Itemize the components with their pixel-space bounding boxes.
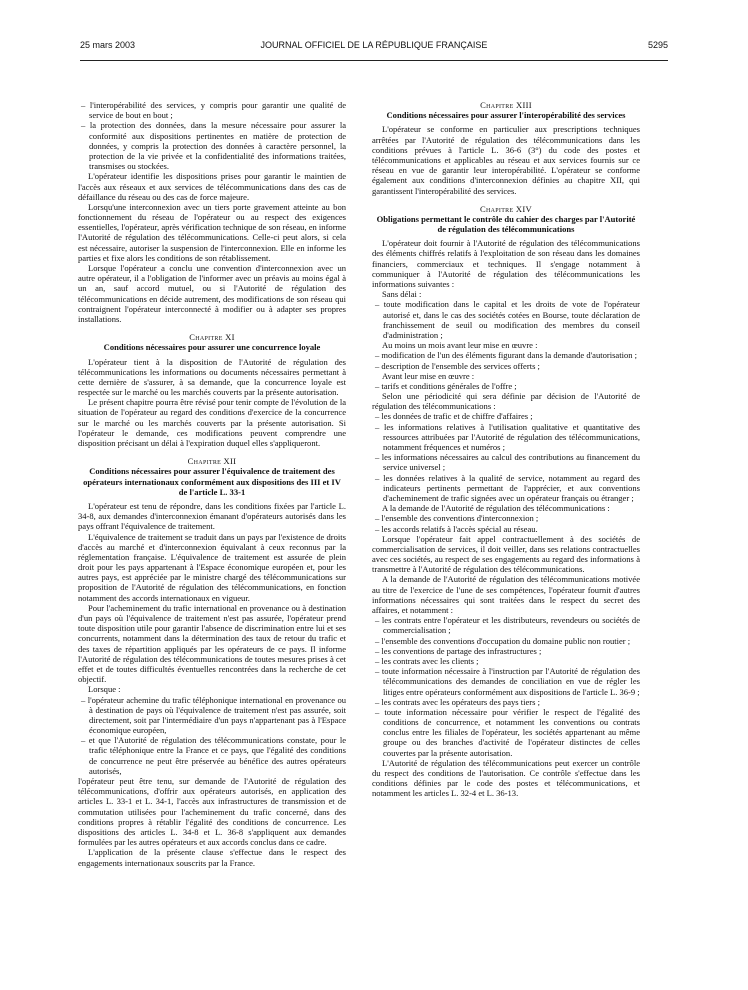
list-item: – modification de l'un des éléments figurant dans la demande d'autorisation ; (375, 350, 638, 361)
paragraph: A la demande de l'Autorité de régulation des télécommunications : (382, 503, 610, 514)
paragraph: Au moins un mois avant leur mise en œuvre : (382, 340, 538, 351)
paragraph: L'opérateur identifie les dispositions prises pour garantir le maintien de l'accès aux réseaux et aux services de télécommunications dans des cas de défaillance du réseau ou des cas de force majeure. (78, 171, 346, 202)
right-column (372, 100, 640, 799)
list-item: – l'opérateur achemine du trafic téléphonique international en provenance ou à destination de pays où l'équivalence de traitement n'est pas assurée, soit directement, soit par l'intermédiaire d'un pays n'appartenant pas à l'Espace économique européen, (81, 694, 346, 736)
list-item: – les informations relatives à l'utilisation qualitative et quantitative des ressources attribuées par l'Autorité de régulation des télécommunications, notamment fréquences et numéros ; (375, 421, 640, 452)
paragraph: Lorsqu'une interconnexion avec un tiers porte gravement atteinte au bon fonctionnement du réseau de l'opérateur ou au respect des exigences essentielles, l'opérateur, après vérification technique de son réseau, en informe l'Autorité de régulation des télécommunications. Celle-ci peut alors, si cela est nécessaire, autoriser la suspension de l'interconnexion. Elle en informe les parties et fixe alors les conditions de son rétablissement. (78, 201, 346, 263)
list-item: – l'ensemble des conventions d'interconnexion ; (375, 513, 539, 524)
paragraph: Lorsque l'opérateur a conclu une convention d'interconnexion avec un autre opérateur, il a l'obligation de l'informer avec un préavis au moins égal à un an, sauf accord mutuel, ou si l'Autorité de régulation des télécommunications en décide autrement, des modifications de son réseau qui contraignent l'opérateur interconnecté à modifier ou à adapter ses propres installations. (78, 263, 346, 324)
list-item: – les contrats avec les opérateurs des pays tiers ; (375, 696, 540, 707)
chapter-title: Conditions nécessaires pour assurer une concurrence loyale (103, 342, 321, 353)
chapter-title: Conditions nécessaires pour assurer l'interopérabilité des services (386, 110, 626, 121)
paragraph: Lorsque : (88, 684, 121, 695)
paragraph: Le présent chapitre pourra être révisé pour tenir compte de l'évolution de la situation de l'opérateur au regard des conditions d'exercice de la concurrence sur le marché ou les marchés couverts par la présente autorisation. Si l'opérateur le demande, ces modifications peuvent comprendre une disposition précisant un délai à l'expiration duquel elles s'appliqueront. (78, 397, 346, 448)
list-item: – les contrats avec les clients ; (375, 655, 479, 666)
list-item: – les accords relatifs à l'accès spécial au réseau. (375, 523, 538, 534)
page-number: 5295 (647, 40, 668, 50)
paragraph: Lorsque l'opérateur fait appel contractuellement à des sociétés de commercialisation de services, il doit veiller, dans ses relations contractuelles avec ces sociétés, au respect de ses engagements au regard des informations à transmettre à l'Autorité de régulation des télécommunications. (372, 533, 640, 575)
left-column (78, 100, 346, 868)
paragraph: L'Autorité de régulation des télécommunications peut exercer un contrôle du respect des conditions de l'autorisation. Ce contrôle s'effectue dans les conditions définies par le code des postes et télécommunications, et notamment les articles L. 32-4 et L. 36-13. (372, 757, 640, 799)
list-item: – toute information nécessaire à l'instruction par l'Autorité de régulation des télécommunications des demandes de conciliation en vue de régler les litiges entre opérateurs conformément aux dispositions de l'article L. 36-9 ; (375, 666, 640, 697)
paragraph: l'opérateur peut être tenu, sur demande de l'Autorité de régulation des télécommunications, d'offrir aux opérateurs autorisés, en application des articles L. 33-1 et L. 34-1, l'accès aux infrastructures de transmission et de commutation utilisées pour l'acheminement du trafic concerné, dans des conditions propres à rétablir l'égalité des conditions de concurrence. Les dispositions des articles L. 34-8 et L. 36-8 s'appliquent aux demandes formulées par les autres opérateurs et aux accords conclus dans ce cadre. (78, 776, 346, 848)
list-item: – toute modification dans le capital et les droits de vote de l'opérateur autorisé et, dans le cas des sociétés cotées en Bourse, toute déclaration de franchissement de seuil ou modification des membres du conseil d'administration ; (375, 299, 640, 340)
chapter-title: Conditions nécessaires pour assurer l'équivalence de traitement des opérateurs internationaux conformément aux dispositions des III et IV de l'article L. 33-1 (83, 466, 341, 497)
chapter-label: Chapitre XIII (480, 100, 532, 110)
chapter-label: Chapitre XI (189, 332, 235, 343)
header-rule (80, 60, 668, 61)
list-item: – tarifs et conditions générales de l'offre ; (375, 380, 517, 391)
list-item: – l'ensemble des conventions d'occupation du domaine public non routier ; (375, 635, 631, 646)
chapter-title: Obligations permettant le contrôle du cahier des charges par l'Autorité de régulation des télécommunications (376, 213, 636, 235)
paragraph: Sans délai : (382, 289, 422, 300)
list-item: – les données de trafic et de chiffre d'affaires ; (375, 411, 533, 422)
paragraph: A la demande de l'Autorité de régulation des télécommunications motivée au titre de l'exercice de l'une de ses compétences, l'opérateur fournit d'autres informations nécessaires qui sont traitées dans le respect du secret des affaires, et notamment : (372, 574, 640, 615)
paragraph: L'équivalence de traitement se traduit dans un pays par l'existence de droits d'accès au marché et d'interconnexion équivalant à ceux reconnus par la réglementation française. L'équivalence de traitement est assurée de plein droit pour les pays appartenant à l'Espace économique européen et, pour les autres pays, est appréciée par le ministre chargé des télécommunications sur proposition de l'Autorité de régulation des télécommunications, en fonction notamment des accords internationaux en vigueur. (78, 531, 346, 603)
paragraph: L'application de la présente clause s'effectue dans le respect des engagements internationaux souscrits par la France. (78, 847, 346, 868)
issue-date: 25 mars 2003 (80, 40, 136, 50)
list-item: – les données relatives à la qualité de service, notamment au regard des indicateurs pertinents permettant de l'apprécier, et aux conventions d'acheminement de trafic signées avec un opérateur français ou étranger ; (375, 472, 640, 503)
journal-title: JOURNAL OFFICIEL DE LA RÉPUBLIQUE FRANÇAISE (260, 40, 488, 50)
list-item: – et que l'Autorité de régulation des télécommunications constate, pour le trafic téléphonique entre la France et ce pays, que l'égalité des conditions de concurrence ne peut être préservée au bénéfice des autres opérateurs autorisés, (81, 735, 346, 776)
list-item: – les conventions de partage des infrastructures ; (375, 645, 542, 656)
paragraph: L'opérateur se conforme en particulier aux prescriptions techniques arrêtées par l'Autorité de régulation des télécommunications dans les conditions prévues à l'article L. 36-6 (3°) du code des postes et télécommunications et applicables au réseau et aux services fournis sur ce réseau en vue de garantir leur interopérabilité. L'opérateur se conforme également aux conditions d'interconnexion définies au chapitre XII, qui garantissent l'interopérabilité des services. (372, 124, 640, 196)
list-item: – l'interopérabilité des services, y compris pour garantir une qualité de service de bout en bout ; (81, 100, 346, 121)
list-item: – les contrats entre l'opérateur et les distributeurs, revendeurs ou sociétés de commercialisation ; (375, 615, 640, 636)
list-item: – les informations nécessaires au calcul des contributions au financement du service universel ; (375, 452, 640, 473)
page-header (80, 40, 668, 56)
paragraph: Selon une périodicité qui sera définie par décision de l'Autorité de régulation des télécommunications : (372, 391, 640, 412)
list-item: – description de l'ensemble des services offerts ; (375, 360, 540, 371)
list-item: – toute information nécessaire pour vérifier le respect de l'égalité des conditions de concurrence, et notamment les conventions ou contrats conclus entre les filiales de l'opérateur, les sociétés appartenant au même groupe ou des branches d'activité de l'opérateur distinctes de celles couvertes par la présente autorisation. (375, 706, 640, 758)
paragraph: L'opérateur tient à la disposition de l'Autorité de régulation des télécommunications les informations ou documents nécessaires permettant à cette dernière de s'assurer, à sa demande, que la concurrence loyale est respectée sur le marché ou les marchés couverts par la présente autorisation. (78, 356, 346, 398)
list-item: – la protection des données, dans la mesure nécessaire pour assurer la conformité aux dispositions pertinentes en matière de protection de données, y compris la protection des données à caractère personnel, la protection de la vie privée et la confidentialité des informations traitées, transmises ou stockées. (81, 120, 346, 172)
paragraph: Pour l'acheminement du trafic international en provenance ou à destination d'un pays où l'équivalence de traitement n'est pas assurée, l'opérateur prend toute disposition utile pour garantir l'absence de discrimination entre lui et ses concurrents, notamment dans la détermination des taux de retour du trafic et des taxes de répartition appliqués par les opérateurs de ce pays. Il informe l'Autorité de régulation des télécommunications de toutes mesures prises à cet effet et de toutes difficultés éventuelles rencontrées dans la recherche de cet objectif. (78, 602, 346, 685)
paragraph: L'opérateur doit fournir à l'Autorité de régulation des télécommunications des éléments chiffrés relatifs à l'exploitation de son réseau dans les domaines financiers, commerciaux et techniques. Il s'engage notamment à communiquer à l'Autorité de régulation des télécommunications les informations suivantes : (372, 238, 640, 289)
paragraph: L'opérateur est tenu de répondre, dans les conditions fixées par l'article L. 34-8, aux demandes d'interconnexion émanant d'opérateurs autorisés dans les pays offrant l'équivalence de traitement. (78, 500, 346, 532)
chapter-label: Chapitre XIV (480, 203, 532, 214)
chapter-label: Chapitre XII (187, 456, 237, 467)
paragraph: Avant leur mise en œuvre : (382, 370, 475, 381)
